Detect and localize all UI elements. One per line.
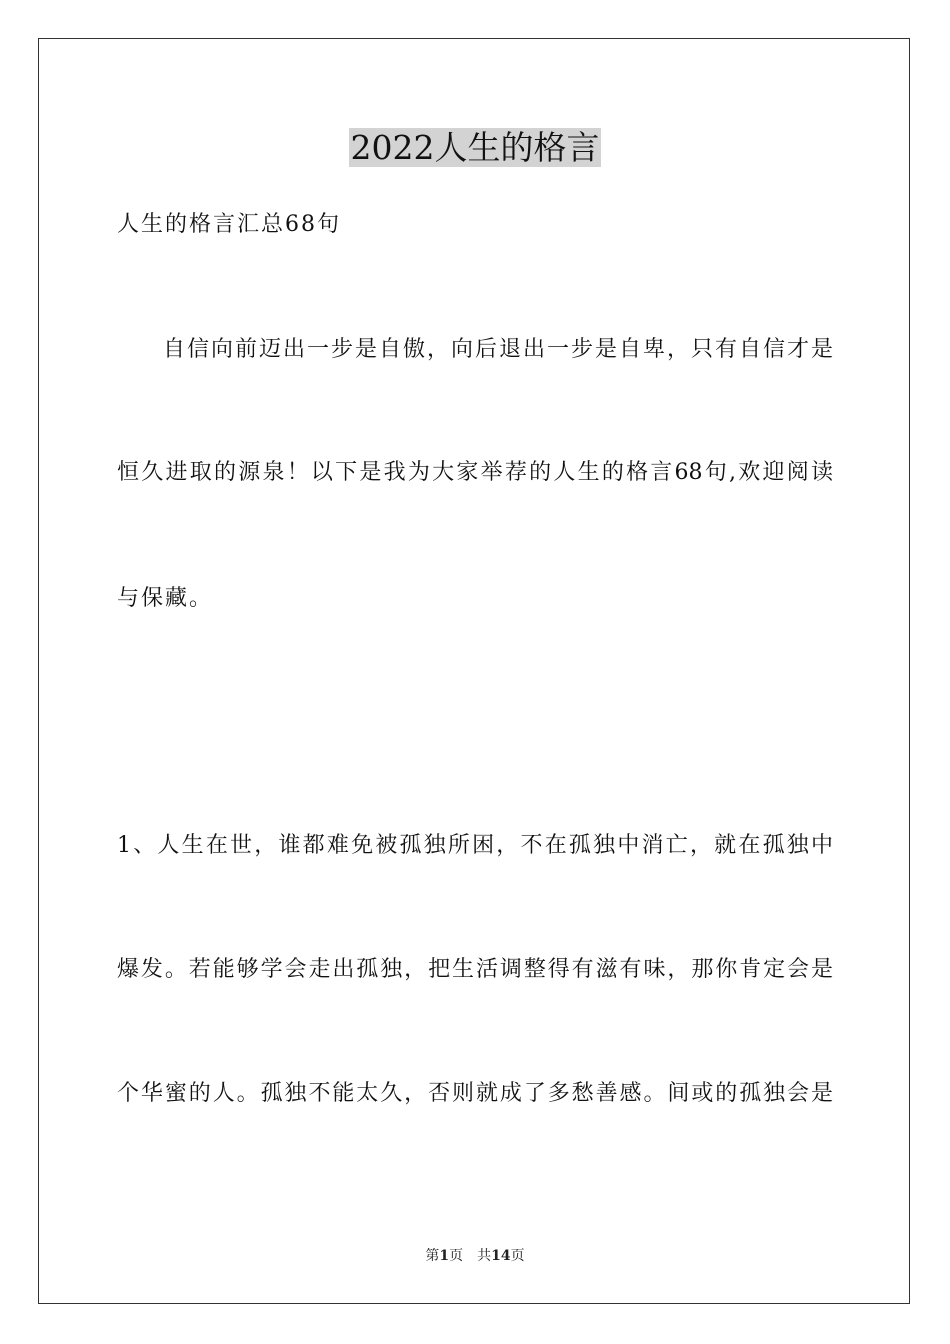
- intro-line-2: 恒久进取的源泉！以下是我为大家举荐的人生的格言68句,欢迎阅读: [117, 460, 833, 485]
- item-1-line-1: 1、人生在世，谁都难免被孤独所困，不在孤独中消亡，就在孤独中: [117, 833, 833, 858]
- intro-line-3: 与保藏。: [117, 586, 214, 611]
- page-footer: [0, 1247, 950, 1265]
- document-title-text: 2022人生的格言: [350, 128, 600, 167]
- footer-total-pages: 14: [491, 1248, 511, 1264]
- footer-total-prefix: 共: [477, 1248, 492, 1264]
- footer-page-prefix: 第: [425, 1248, 440, 1264]
- document-subtitle: 人生的格言汇总68句: [117, 212, 341, 237]
- intro-line-1: 自信向前迈出一步是自傲，向后退出一步是自卑，只有自信才是: [163, 337, 833, 362]
- footer-total-suffix: 页: [510, 1248, 525, 1264]
- document-title: [0, 128, 950, 168]
- footer-page-number: 1: [439, 1248, 450, 1264]
- item-1-line-2: 爆发。若能够学会走出孤独，把生活调整得有滋有味，那你肯定会是: [117, 957, 833, 982]
- footer-page-suffix: 页: [449, 1248, 464, 1264]
- item-1-line-3: 个华蜜的人。孤独不能太久，否则就成了多愁善感。间或的孤独会是: [117, 1081, 833, 1106]
